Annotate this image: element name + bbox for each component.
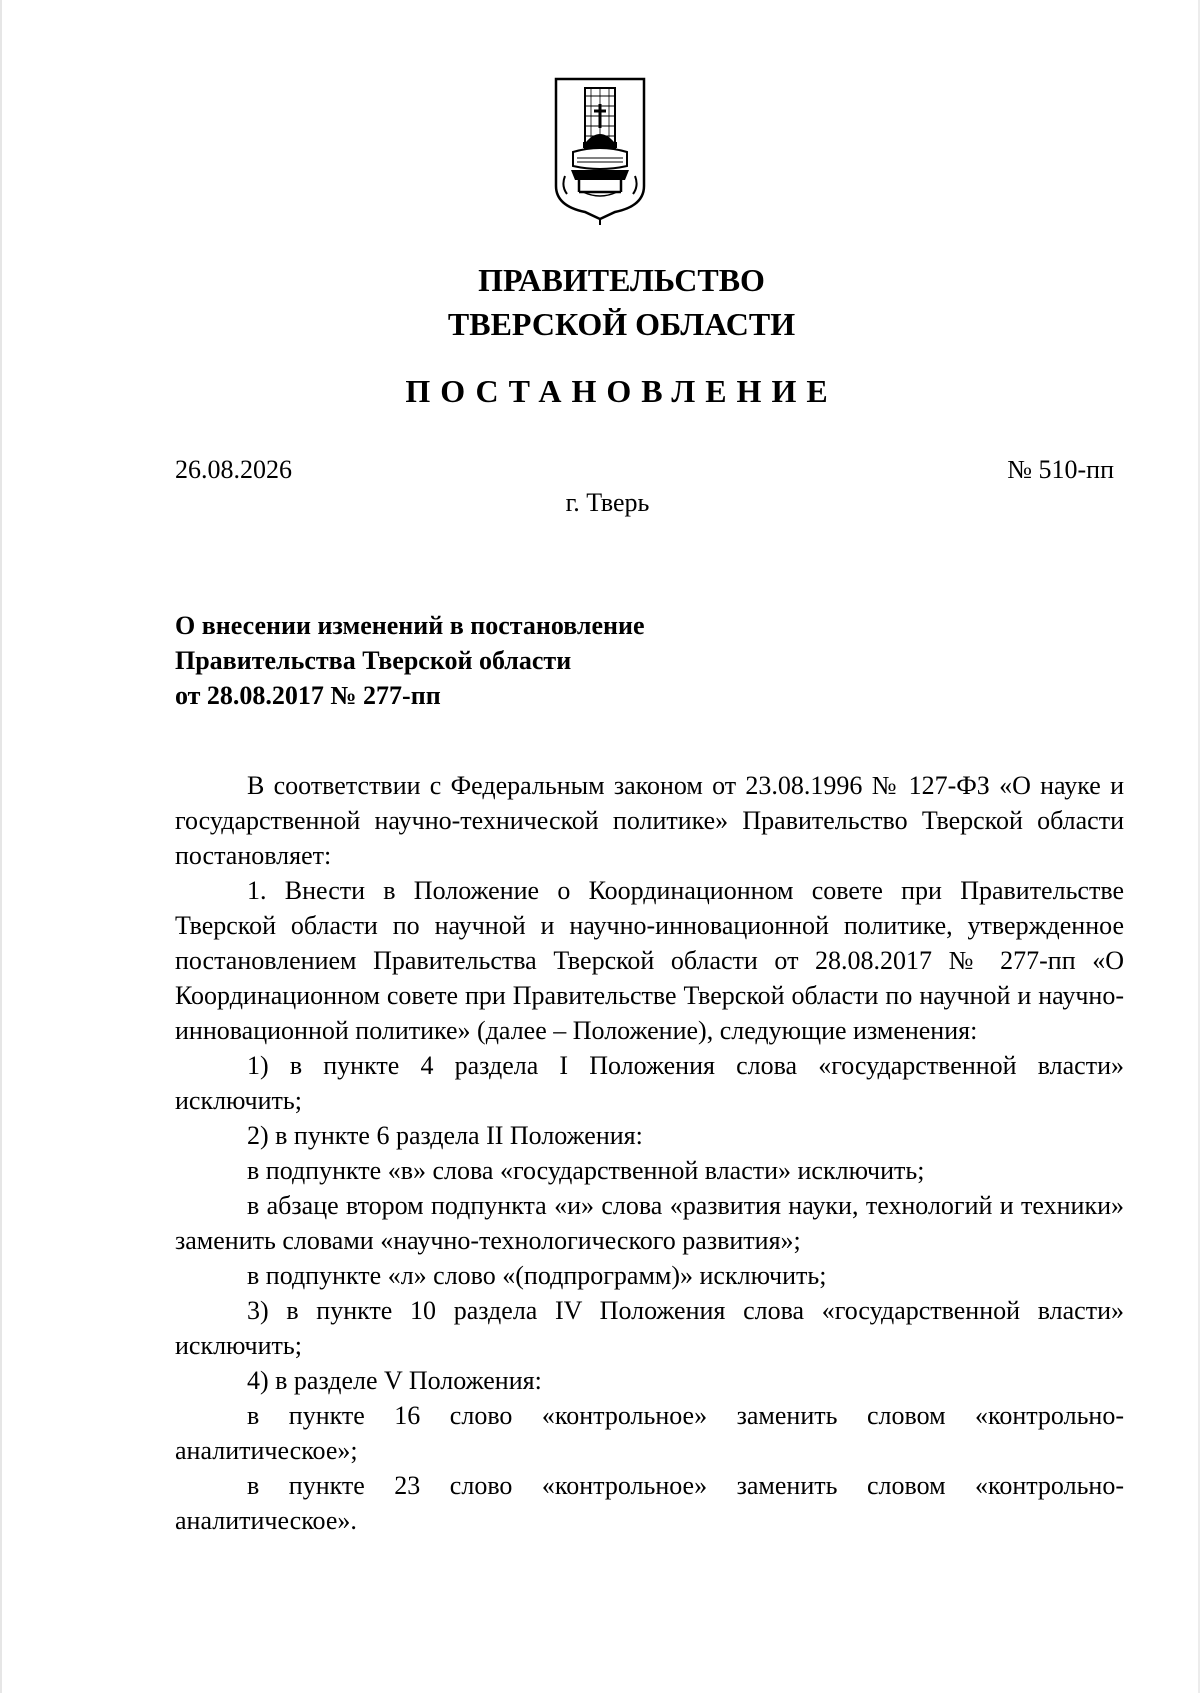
document-date: 26.08.2026 — [175, 455, 292, 484]
document-number: № 510-пп — [1007, 455, 1114, 484]
body-paragraph: в подпункте «в» слова «государственной власти» исключить; — [247, 1156, 925, 1185]
subject-line-1: О внесении изменений в постановление — [175, 611, 645, 640]
body-paragraph: В соответствии с Федеральным законом от 23.08.1996 № 127-ФЗ «О науке и государственной научно-технической политике» Правительство Тверской области постановляет: — [175, 771, 1124, 870]
document-subject — [175, 608, 645, 713]
issuing-authority — [0, 258, 1200, 346]
body-paragraph: 1) в пункте 4 раздела I Положения слова «государственной власти» исключить; — [175, 1051, 1124, 1115]
authority-line-1: ПРАВИТЕЛЬСТВО — [478, 262, 765, 298]
body-paragraph: в пункте 16 слово «контрольное» заменить словом «контрольно-аналитическое»; — [175, 1401, 1124, 1465]
authority-line-2: ТВЕРСКОЙ ОБЛАСТИ — [447, 306, 796, 342]
subject-line-2: Правительства Тверской области — [175, 646, 572, 675]
body-paragraph: 4) в разделе V Положения: — [247, 1366, 542, 1395]
body-paragraph: в пункте 23 слово «контрольное» заменить словом «контрольно-аналитическое». — [175, 1471, 1124, 1535]
scan-edge-left — [0, 0, 2, 1693]
tver-coat-of-arms-icon — [553, 76, 647, 226]
document-type: ПОСТАНОВЛЕНИЕ — [405, 373, 838, 409]
body-paragraph: в подпункте «л» слово «(подпрограмм)» исключить; — [247, 1261, 827, 1290]
document-body — [175, 768, 1124, 1538]
subject-line-3: от 28.08.2017 № 277-пп — [175, 681, 441, 710]
document-city: г. Тверь — [565, 488, 650, 517]
body-paragraph: 2) в пункте 6 раздела II Положения: — [247, 1121, 643, 1150]
body-paragraph: 1. Внести в Положение о Координационном совете при Правительстве Тверской области по научной и научно-инновационной политике, утвержденное постановлением Правительства Тверской области от 28.08.2017 № 277-пп «О Координационном совете при Правительстве Тверской области по научной и научно-инновационной политике» (далее – Положение), следующие изменения: — [175, 876, 1124, 1045]
body-paragraph: в абзаце втором подпункта «и» слова «развития науки, технологий и техники» заменить словами «научно-технологического развития»; — [175, 1191, 1124, 1255]
body-paragraph: 3) в пункте 10 раздела IV Положения слова «государственной власти» исключить; — [175, 1296, 1124, 1360]
